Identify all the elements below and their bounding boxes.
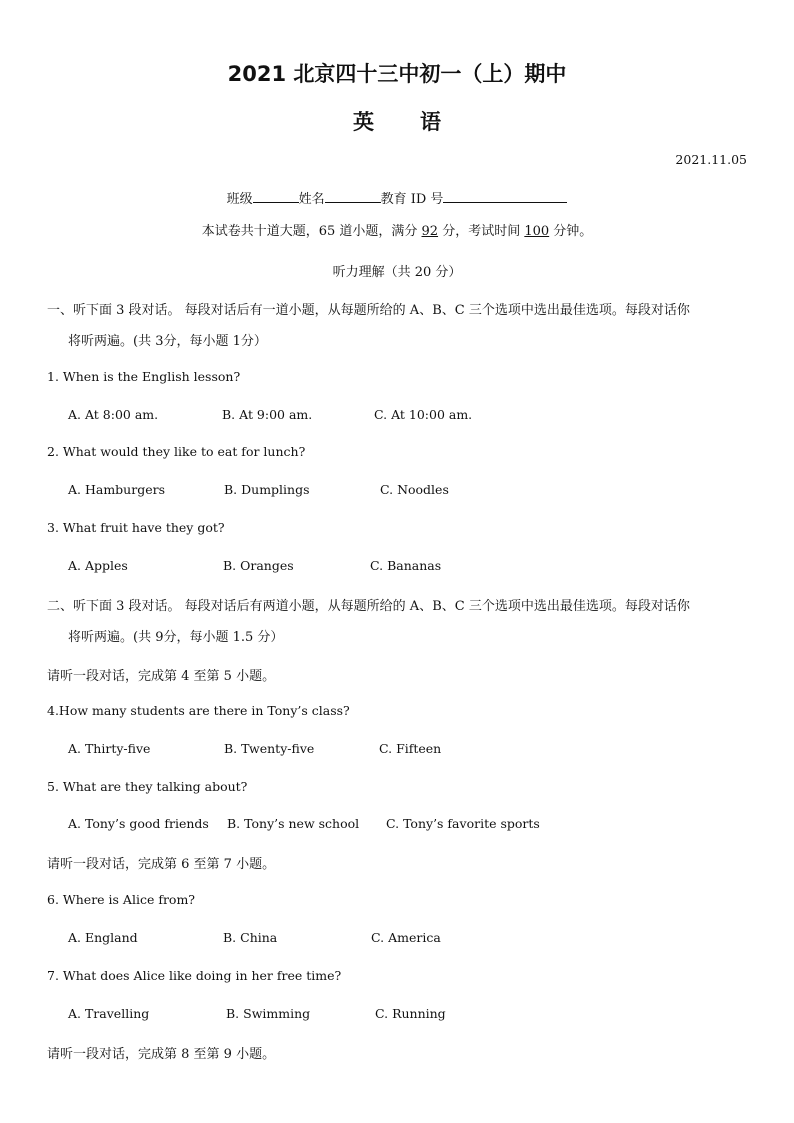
dialogue-instruction: 请听一段对话，完成第 6 至第 7 小题。	[47, 857, 276, 872]
id-blank[interactable]	[443, 188, 567, 203]
exam-description	[0, 220, 794, 239]
subject-char-1: 英	[353, 110, 374, 134]
student-info-line	[0, 188, 794, 207]
question-stem: 3. What fruit have they got?	[47, 520, 225, 535]
subject-title	[0, 106, 794, 136]
question-stem: 6. Where is Alice from?	[47, 892, 196, 907]
question-stem: 7. What does Alice like doing in her free time?	[47, 968, 342, 983]
option-c[interactable]: C. At 10:00 am.	[374, 407, 473, 422]
option-a[interactable]: A. Hamburgers	[68, 482, 165, 497]
exam-duration: 100	[524, 224, 550, 239]
option-a[interactable]: A. Apples	[68, 558, 128, 573]
listening-section-header: 听力理解（共 20 分）	[332, 265, 462, 280]
section2-instruction-line1: 二、听下面 3 段对话。 每段对话后有两道小题，从每题所给的 A、B、C 三个选项中选出最佳选项。每段对话你	[47, 599, 690, 614]
option-a[interactable]: A. Thirty-five	[68, 741, 151, 756]
option-c[interactable]: C. Noodles	[380, 482, 449, 497]
option-b[interactable]: B. At 9:00 am.	[222, 407, 313, 422]
question-stem: 5. What are they talking about?	[47, 779, 248, 794]
option-a[interactable]: A. At 8:00 am.	[68, 407, 159, 422]
total-score: 92	[421, 224, 439, 239]
option-c[interactable]: C. Fifteen	[379, 741, 442, 756]
option-b[interactable]: B. Twenty-five	[224, 741, 315, 756]
class-blank[interactable]	[253, 188, 299, 203]
subject-char-2: 语	[420, 110, 441, 134]
exam-title: 2021 北京四十三中初一（上）期中	[227, 62, 567, 86]
description-text-3: 分钟。	[549, 224, 593, 239]
option-a[interactable]: A. Travelling	[68, 1006, 150, 1021]
option-c[interactable]: C. America	[371, 930, 441, 945]
name-label: 姓名	[298, 192, 325, 207]
option-b[interactable]: B. Dumplings	[224, 482, 310, 497]
option-b[interactable]: B. Swimming	[226, 1006, 311, 1021]
question-stem: 2. What would they like to eat for lunch?	[47, 444, 306, 459]
name-blank[interactable]	[325, 188, 381, 203]
dialogue-instruction: 请听一段对话，完成第 8 至第 9 小题。	[47, 1047, 276, 1062]
class-label: 班级	[226, 192, 253, 207]
question-stem: 4.How many students are there in Tony’s class?	[47, 703, 350, 718]
id-label: 教育 ID 号	[380, 192, 444, 207]
description-text-1: 本试卷共十道大题，65 道小题，满分	[201, 224, 422, 239]
option-c[interactable]: C. Running	[375, 1006, 446, 1021]
section1-instruction-line2: 将听两遍。(共 3分，每小题 1分）	[68, 334, 267, 349]
description-text-2: 分，考试时间	[438, 224, 525, 239]
section2-instruction-line2: 将听两遍。(共 9分，每小题 1.5 分）	[68, 630, 284, 645]
option-a[interactable]: A. Tony’s good friends	[68, 816, 209, 831]
section1-instruction-line1: 一、听下面 3 段对话。 每段对话后有一道小题，从每题所给的 A、B、C 三个选项中选出最佳选项。每段对话你	[47, 303, 690, 318]
option-c[interactable]: C. Bananas	[370, 558, 442, 573]
option-c[interactable]: C. Tony’s favorite sports	[386, 816, 540, 831]
option-a[interactable]: A. England	[68, 930, 138, 945]
option-b[interactable]: B. China	[223, 930, 278, 945]
question-stem: 1. When is the English lesson?	[47, 369, 241, 384]
dialogue-instruction: 请听一段对话，完成第 4 至第 5 小题。	[47, 669, 276, 684]
option-b[interactable]: B. Oranges	[223, 558, 294, 573]
option-b[interactable]: B. Tony’s new school	[227, 816, 360, 831]
exam-date: 2021.11.05	[675, 152, 747, 167]
